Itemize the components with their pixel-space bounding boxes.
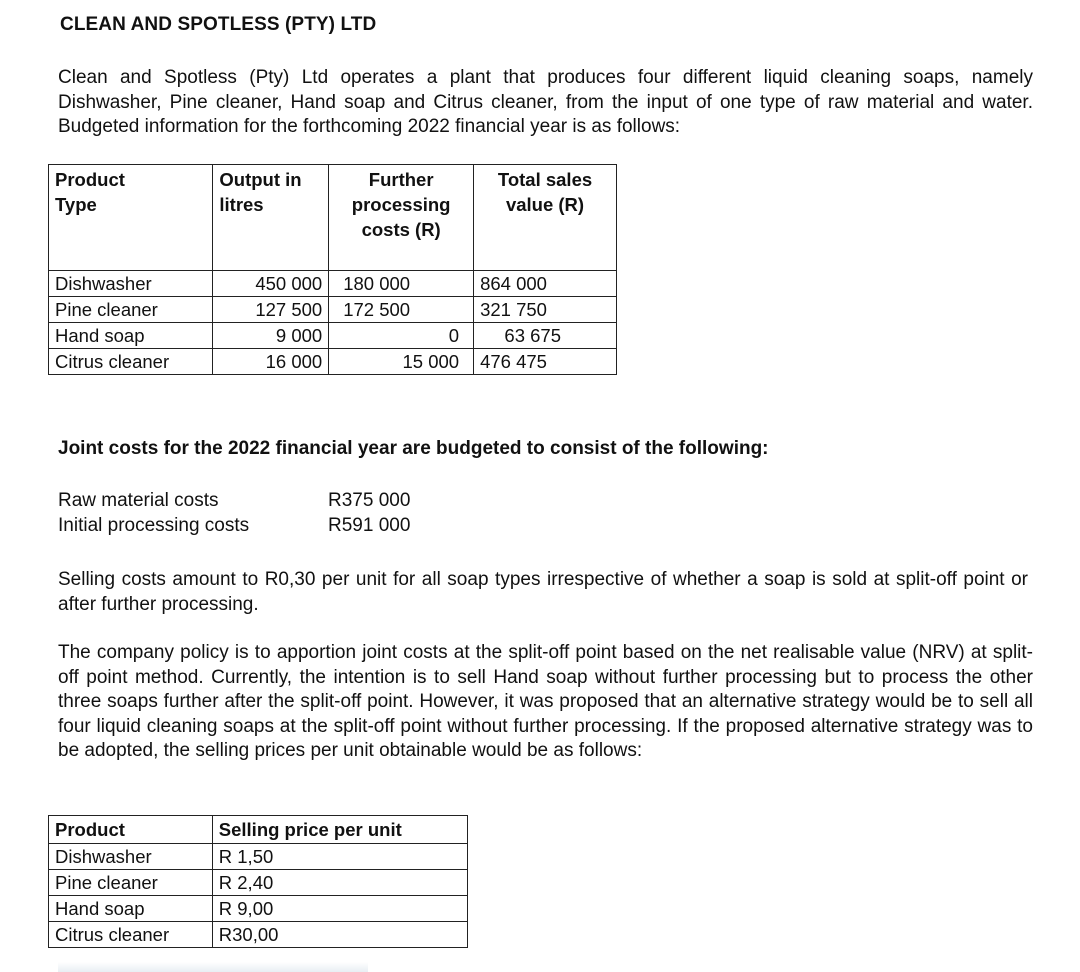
cell-product: Citrus cleaner [49, 349, 213, 375]
joint-cost-row [58, 490, 411, 512]
cell-price: R30,00 [212, 922, 467, 948]
header-product-type [49, 165, 213, 271]
header-further-processing [329, 165, 474, 271]
header-product: Product [49, 816, 213, 844]
cell-output: 16 000 [213, 349, 329, 375]
cell-sales: 476 475 [474, 349, 617, 375]
header-selling-price: Selling price per unit [212, 816, 467, 844]
product-table-header-row [49, 165, 617, 271]
cell-product: Dishwasher [49, 271, 213, 297]
document-title: CLEAN AND SPOTLESS (PTY) LTD [60, 14, 377, 35]
cell-price: R 1,50 [212, 844, 467, 870]
table-row [49, 297, 617, 323]
cell-sales: 321 750 [474, 297, 617, 323]
joint-cost-label: Initial processing costs [58, 515, 250, 536]
joint-cost-value: R375 000 [328, 490, 411, 511]
selling-price-table [48, 815, 468, 948]
header-product-type-text: Product Type [55, 169, 125, 215]
cell-sales: 63 675 [474, 323, 617, 349]
header-further-text: Further processing costs (R) [351, 169, 451, 240]
selling-costs-paragraph: Selling costs amount to R0,30 per unit for all soap types irrespective of whether a soap is sold at split-off point or after further processing. [58, 569, 1028, 615]
cell-output: 9 000 [213, 323, 329, 349]
cell-further: 15 000 [329, 349, 474, 375]
table-row [49, 896, 468, 922]
cell-product: Pine cleaner [49, 870, 213, 896]
cell-product: Citrus cleaner [49, 922, 213, 948]
cell-sales: 864 000 [474, 271, 617, 297]
cell-price: R 9,00 [212, 896, 467, 922]
price-table-header-row [49, 816, 468, 844]
table-row [49, 922, 468, 948]
joint-cost-label: Raw material costs [58, 490, 219, 511]
product-table [48, 164, 617, 375]
header-sales-text: Total sales value (R) [497, 169, 593, 215]
cell-product: Hand soap [49, 896, 213, 922]
cut-off-text-fragment [58, 962, 368, 972]
cell-price: R 2,40 [212, 870, 467, 896]
cell-further: 180 000 [329, 271, 474, 297]
cell-further: 172 500 [329, 297, 474, 323]
cell-output: 127 500 [213, 297, 329, 323]
joint-cost-row [58, 515, 411, 537]
table-row [49, 323, 617, 349]
header-total-sales [474, 165, 617, 271]
header-output [213, 165, 329, 271]
joint-cost-value: R591 000 [328, 515, 411, 536]
cell-output: 450 000 [213, 271, 329, 297]
policy-paragraph: The company policy is to apportion joint costs at the split-off point based on the net realisable value (NRV) at split-off point method. Currently, the intention is to sell Hand soap without further processing but to process the other three soaps further after the split-off point. However, it was proposed that an alternative strategy would be to sell all four liquid cleaning soaps at the split-off point without further processing. If the proposed alternative strategy was to be adopted, the selling prices per unit obtainable would be as follows: [58, 642, 1033, 761]
table-row [49, 844, 468, 870]
cell-product: Hand soap [49, 323, 213, 349]
header-output-text: Output in litres [219, 169, 302, 215]
cell-product: Pine cleaner [49, 297, 213, 323]
cell-further: 0 [329, 323, 474, 349]
table-row [49, 271, 617, 297]
table-row [49, 870, 468, 896]
intro-paragraph: Clean and Spotless (Pty) Ltd operates a plant that produces four different liquid cleaning soaps, namely Dishwasher, Pine cleaner, Hand soap and Citrus cleaner, from the input of one type of raw material and water. Budgeted information for the forthcoming 2022 financial year is as follows: [58, 67, 1033, 137]
joint-costs-heading: Joint costs for the 2022 financial year are budgeted to consist of the following: [58, 438, 769, 459]
table-row [49, 349, 617, 375]
cell-product: Dishwasher [49, 844, 213, 870]
